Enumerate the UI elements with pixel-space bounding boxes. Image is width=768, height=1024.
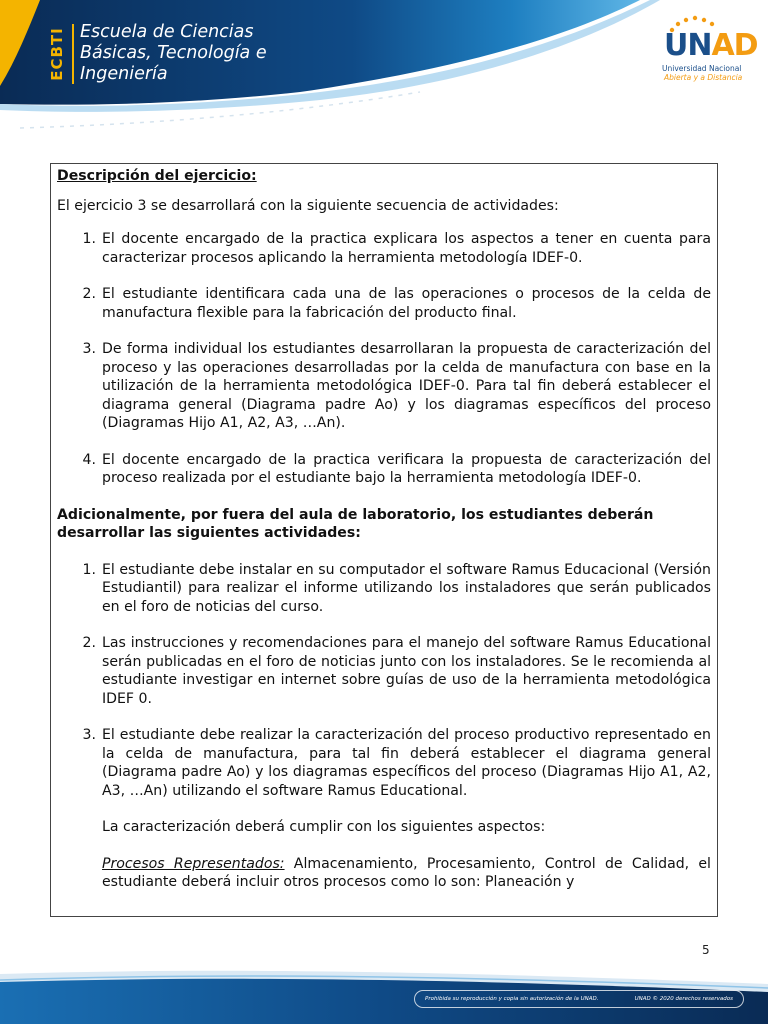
- footer-copyright-notice: Prohibida su reproducción y copia sin autorización de la UNAD. UNAD © 2020 derechos reservados: [414, 990, 744, 1008]
- list-item: 1. El estudiante debe instalar en su computador el software Ramus Educacional (Versión Estudiantil) para realizar el informe utilizando los instaladores que serán publicados en el foro de noticias del curso.: [82, 561, 711, 615]
- list-item: 4. El docente encargado de la practica verificara la propuesta de caracterización del proceso realizada por el estudiante bajo la herramienta metodología IDEF-0.: [82, 451, 711, 486]
- acronym-divider: [72, 24, 74, 84]
- list-item: 1. El docente encargado de la practica explicara los aspectos a tener en cuenta para caracterizar procesos aplicando la herramienta metodología IDEF-0.: [82, 231, 711, 266]
- logo-wordmark: UNAD: [664, 28, 758, 63]
- page-footer: [0, 960, 768, 1024]
- list-item: 3. El estudiante debe realizar la caracterización del proceso productivo representado en la celda de manufactura, para tal fin deberá establecer el diagrama general (Diagrama padre Ao) y los diagramas específicos del proceso (Diagramas Hijo A1, A2, A3, …An) utilizando el software Ramus Educational.: [82, 727, 711, 799]
- page-header: [0, 0, 768, 140]
- list-item: 2. Las instrucciones y recomendaciones para el manejo del software Ramus Educational serán publicadas en el foro de noticias junto con los instaladores. Se le recomienda al estudiante investigar en internet sobre guías de uso de la herramienta metodológica IDEF 0.: [82, 635, 711, 707]
- list-item: 2. El estudiante identificara cada una de las operaciones o procesos de la celda de manufactura flexible para la fabricación del producto final.: [82, 286, 711, 321]
- page-number: 5: [702, 943, 710, 957]
- exercise-description-box: [50, 163, 718, 917]
- aspects-intro: La caracterización deberá cumplir con los siguientes aspectos:: [102, 819, 546, 835]
- procesos-paragraph: Procesos Representados: Almacenamiento, Procesamiento, Control de Calidad, el estudiante deberá incluir otros procesos como lo son: Planeación y: [102, 855, 711, 890]
- intro-paragraph: El ejercicio 3 se desarrollará con la siguiente secuencia de actividades:: [57, 197, 559, 214]
- list-item: 3. De forma individual los estudiantes desarrollaran la propuesta de caracterización del proceso y las operaciones desarrolladas por la celda de manufactura con base en la utilización de la herramienta metodológica IDEF-0. Para tal fin deberá establecer el diagrama general (Diagrama padre Ao) y los diagramas específicos del proceso (Diagramas Hijo A1, A2, A3, …An).: [82, 341, 711, 431]
- activities-list: [57, 230, 711, 488]
- logo-tagline-2: Abierta y a Distancia: [664, 73, 743, 82]
- ecbti-acronym: ECBTI: [48, 27, 67, 81]
- logo-tagline-1: Universidad Nacional: [662, 64, 742, 73]
- unad-logo: [660, 14, 758, 84]
- additional-activities-list: [57, 561, 711, 801]
- school-name: Escuela de Ciencias Básicas, Tecnología e Ingeniería: [80, 22, 267, 84]
- procesos-label: Procesos Representados:: [102, 855, 285, 872]
- section-title: Descripción del ejercicio:: [57, 168, 257, 184]
- additional-activities-heading: Adicionalmente, por fuera del aula de laboratorio, los estudiantes deberán desarrollar las siguientes actividades:: [57, 506, 654, 541]
